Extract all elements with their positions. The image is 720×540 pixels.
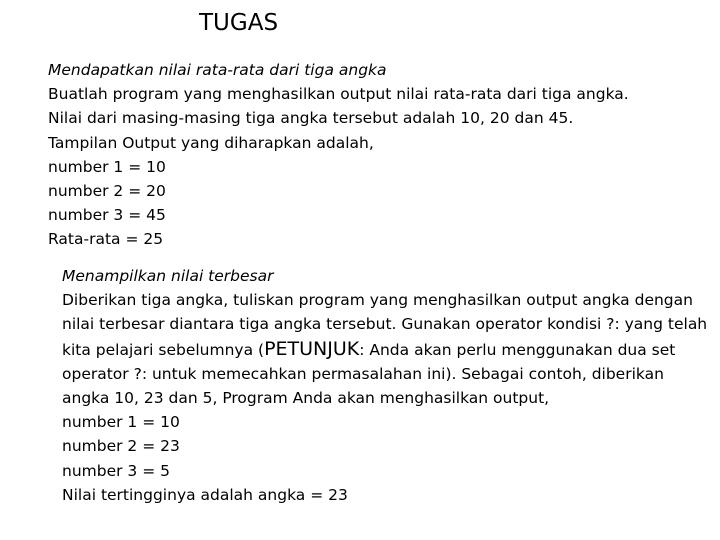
task-2-description <box>62 288 712 410</box>
task-2-description-start: Diberikan tiga angka, tuliskan program yang menghasilkan output angka dengan nilai terbesar diantara tiga angka tersebut. Gunakan operator kondisi ?: yang telah kita pelajari sebelumnya ( <box>62 291 708 359</box>
task-2-description-end: : Anda akan perlu menggunakan dua set operator ?: untuk memecahkan permasalahan ini). Sebagai contoh, diberikan angka 10, 23 dan 5, Program Anda akan menghasilkan output, <box>62 340 676 408</box>
task-1-line: Nilai dari masing-masing tiga angka tersebut adalah 10, 20 dan 45. <box>48 109 574 128</box>
page-title: TUGAS <box>199 10 279 36</box>
task-1-line: number 1 = 10 <box>48 157 166 176</box>
task-1-line: number 2 = 20 <box>48 182 166 201</box>
task-1-line: Tampilan Output yang diharapkan adalah, <box>48 133 374 152</box>
hint-label: PETUNJUK <box>264 337 360 360</box>
task-2-heading: Menampilkan nilai terbesar <box>62 267 274 285</box>
task-2-line: number 3 = 5 <box>62 461 170 480</box>
task-2-line: number 2 = 23 <box>62 437 180 456</box>
task-1-line: Rata-rata = 25 <box>48 230 164 249</box>
task-2-line: number 1 = 10 <box>62 413 180 432</box>
task-1-line: Buatlah program yang menghasilkan output nilai rata-rata dari tiga angka. <box>48 85 629 104</box>
task-1-section <box>48 58 629 252</box>
task-2-line: Nilai tertingginya adalah angka = 23 <box>62 485 348 504</box>
task-1-line: number 3 = 45 <box>48 206 166 225</box>
task-1-heading: Mendapatkan nilai rata-rata dari tiga angka <box>48 61 387 79</box>
task-2-section <box>62 264 712 507</box>
